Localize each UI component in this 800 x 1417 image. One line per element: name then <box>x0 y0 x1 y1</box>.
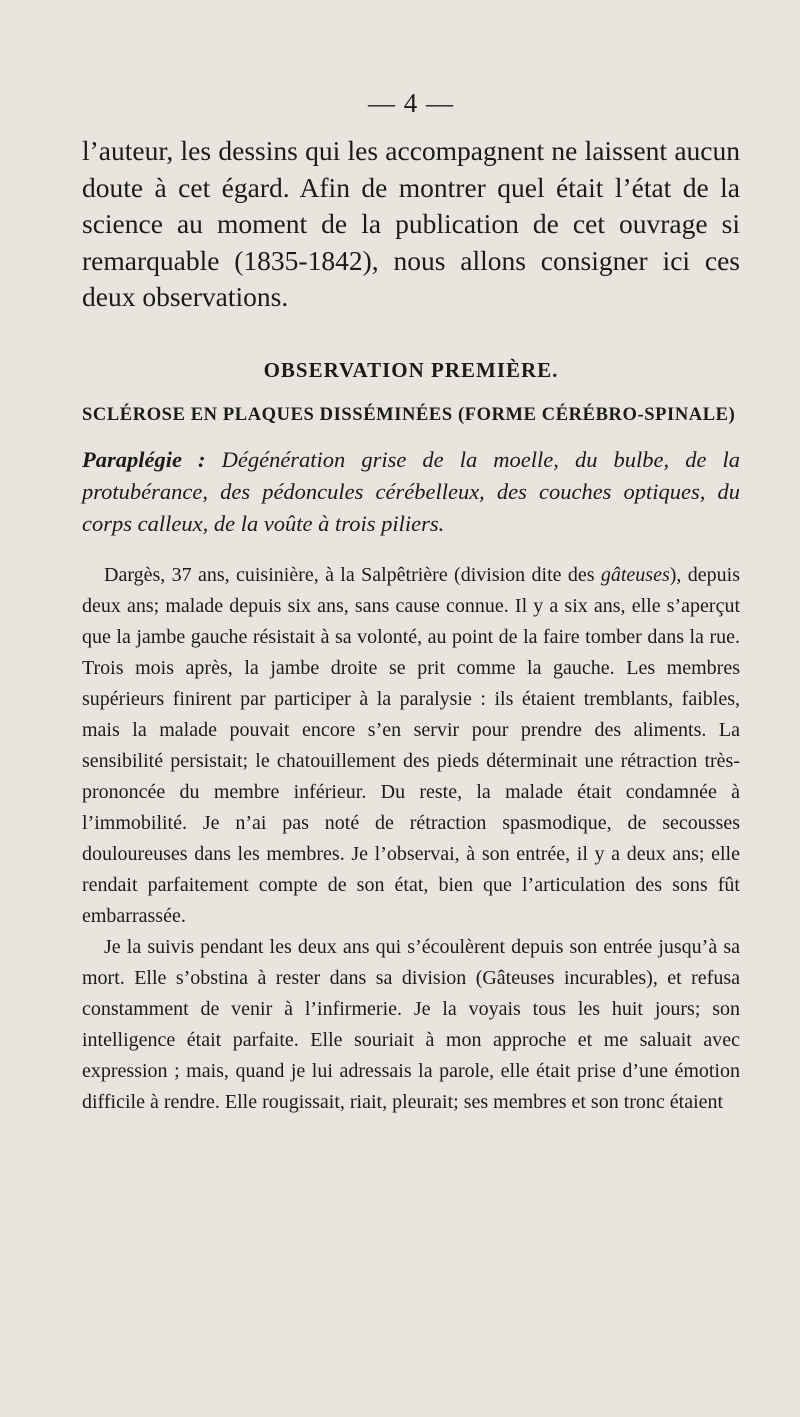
summary-lead: Paraplégie : <box>82 446 206 472</box>
paragraph-1-rest: ), depuis deux ans; malade depuis six ans, sans cause connue. Il y a six ans, elle s’aperçut que la jambe gauche résistait à sa volonté, au point de la faire tomber dans la rue. Trois mois après, la jambe droite se prit comme la gauche. Les membres supérieurs finirent par participer à la paralysie : ils étaient tremblants, faibles, mais la malade pouvait encore s’en servir pour prendre des aliments. La sensibilité persistait; le chatouillement des pieds déterminait une rétraction très-prononcée du membre inférieur. Du reste, la malade était condamnée à l’immobilité. Je n’ai pas noté de rétraction spasmodique, de secousses douloureuses dans les membres. Je l’observai, à son entrée, il y a deux ans; elle rendait parfaitement compte de son état, bien que l’articulation des sons fût embarrassée. <box>82 563 740 927</box>
case-paragraph-1 <box>82 560 740 932</box>
case-subtitle: SCLÉROSE EN PLAQUES DISSÉMINÉES (FORME CÉRÉBRO-SPINALE) <box>82 404 736 425</box>
page-number: — 4 — <box>368 88 454 118</box>
paragraph-1-start: Dargès, 37 ans, cuisinière, à la Salpêtrière (division dite des <box>104 563 601 586</box>
summary-text: Dégénération grise de la moelle, du bulbe, de la protubérance, des pédoncules cérébelleux, des couches optiques, du corps calleux, de la voûte à trois piliers. <box>82 446 740 536</box>
observation-title: OBSERVATION PREMIÈRE. <box>263 357 559 382</box>
case-paragraph-2: Je la suivis pendant les deux ans qui s’écoulèrent depuis son entrée jusqu’à sa mort. Elle s’obstina à rester dans sa division (Gâteuses incurables), et refusa constamment de venir à l’infirmerie. Je la voyais tous les huit jours; son intelligence était parfaite. Elle souriait à mon approche et me saluait avec expression ; mais, quand je lui adressais la parole, elle était prise d’une émotion difficile à rendre. Elle rougissait, riait, pleurait; ses membres et son tronc étaient <box>82 935 740 1113</box>
intro-paragraph: l’auteur, les dessins qui les accompagnent ne laissent aucun doute à cet égard. Afin de montrer quel était l’état de la science au moment de la publication de cet ouvrage si remarquable (1835-1842), nous allons consigner ici ces deux observations. <box>82 135 740 312</box>
case-summary <box>82 444 740 540</box>
paragraph-1-italic-term: gâteuses <box>600 563 670 586</box>
